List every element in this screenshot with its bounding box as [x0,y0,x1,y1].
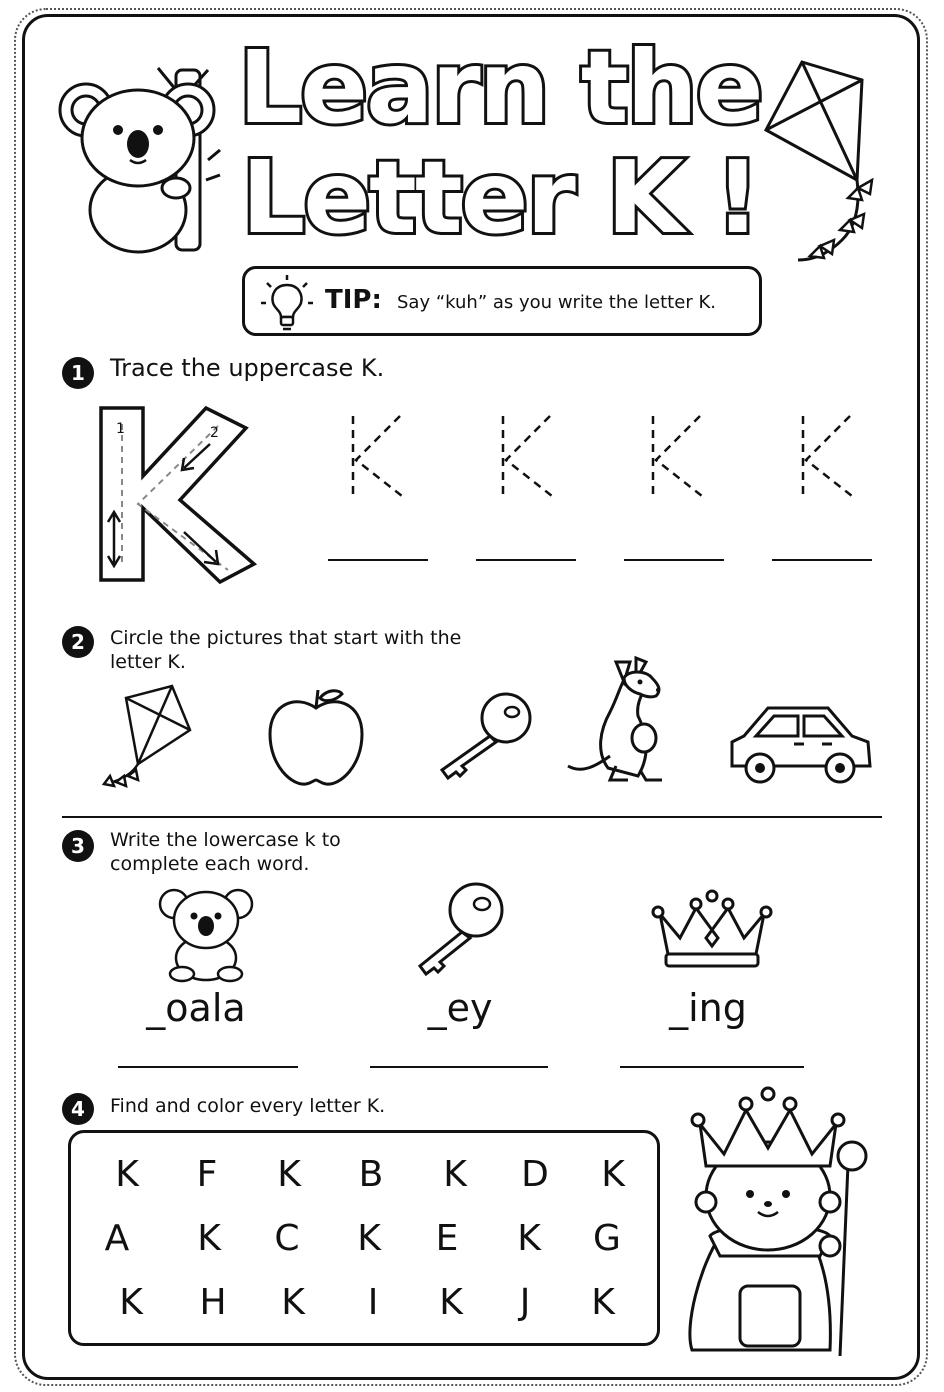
grid-letter[interactable]: K [443,1154,467,1195]
apple-picture[interactable] [266,686,366,788]
word-writing-line-2[interactable] [370,1066,548,1068]
lightbulb-icon [257,273,317,333]
word-koala: _oala [146,986,246,1030]
step-2-instruction-line-1: Circle the pictures that start with the [110,627,462,649]
step-number-3: 3 [62,830,94,862]
grid-letter[interactable]: K [119,1282,143,1323]
grid-letter[interactable]: K [115,1154,139,1195]
grid-letter[interactable]: A [104,1218,130,1259]
step-2-instruction-line-2: letter K. [110,651,186,673]
step-4-instruction: Find and color every letter K. [110,1095,386,1117]
crown-icon [650,890,774,972]
trace-letter-4 [798,414,858,500]
trace-letter-2 [498,414,558,500]
grid-letter[interactable]: B [358,1154,384,1195]
word-king: _ing [669,986,747,1030]
grid-letter[interactable]: D [521,1154,549,1195]
word-blank-2[interactable]: _ [427,986,447,1030]
grid-letter[interactable]: I [367,1282,379,1323]
grid-letter[interactable]: K [277,1154,301,1195]
step-number-4: 4 [62,1093,94,1125]
grid-letter[interactable]: J [519,1282,531,1323]
grid-letter[interactable]: K [281,1282,305,1323]
step-1-instruction: Trace the uppercase K. [110,354,385,382]
word-blank-3[interactable]: _ [669,986,689,1030]
grid-letter[interactable]: K [439,1282,463,1323]
koala-icon [58,60,228,255]
kite-picture[interactable] [92,684,196,794]
car-picture[interactable] [728,700,874,786]
section-divider [62,816,882,818]
page-title-line-1: Learn the [238,29,762,146]
grid-letter[interactable]: K [357,1218,381,1259]
grid-letter[interactable]: F [196,1154,218,1195]
word-key: _ey [427,986,493,1030]
step-number-1: 1 [62,357,94,389]
kangaroo-picture[interactable] [566,656,670,788]
trace-writing-line-2[interactable] [476,559,576,561]
trace-writing-line-1[interactable] [328,559,428,561]
kite-icon [762,60,892,270]
king-icon [680,1086,876,1370]
word-writing-line-1[interactable] [118,1066,298,1068]
grid-letter[interactable]: K [591,1282,615,1323]
grid-letter[interactable]: H [199,1282,227,1323]
trace-writing-line-4[interactable] [772,559,872,561]
trace-letter-3 [648,414,708,500]
grid-letter[interactable]: G [593,1218,621,1259]
trace-writing-line-3[interactable] [624,559,724,561]
page-title-line-2: Letter K ! [241,139,759,256]
grid-letter[interactable]: K [601,1154,625,1195]
key-icon [414,880,506,980]
stroke-label-2: 2 [210,425,219,441]
step-3-instruction-line-1: Write the lowercase k to [110,829,341,851]
stroke-label-1: 1 [116,421,125,437]
step-3-instruction-line-2: complete each word. [110,853,310,875]
trace-letter-1 [348,414,408,500]
grid-letter[interactable]: K [197,1218,221,1259]
key-picture[interactable] [434,690,534,782]
grid-letter[interactable]: C [274,1218,300,1259]
letter-grid-box [68,1130,660,1346]
tip-text: Say “kuh” as you write the letter K. [397,292,716,313]
tip-box [242,266,762,336]
grid-letter[interactable]: E [435,1218,459,1259]
word-blank-1[interactable]: _ [146,986,166,1030]
tip-label: TIP: [325,285,382,315]
step-number-2: 2 [62,626,94,658]
grid-letter[interactable]: K [517,1218,541,1259]
koala-icon [158,882,254,982]
word-writing-line-3[interactable] [620,1066,804,1068]
